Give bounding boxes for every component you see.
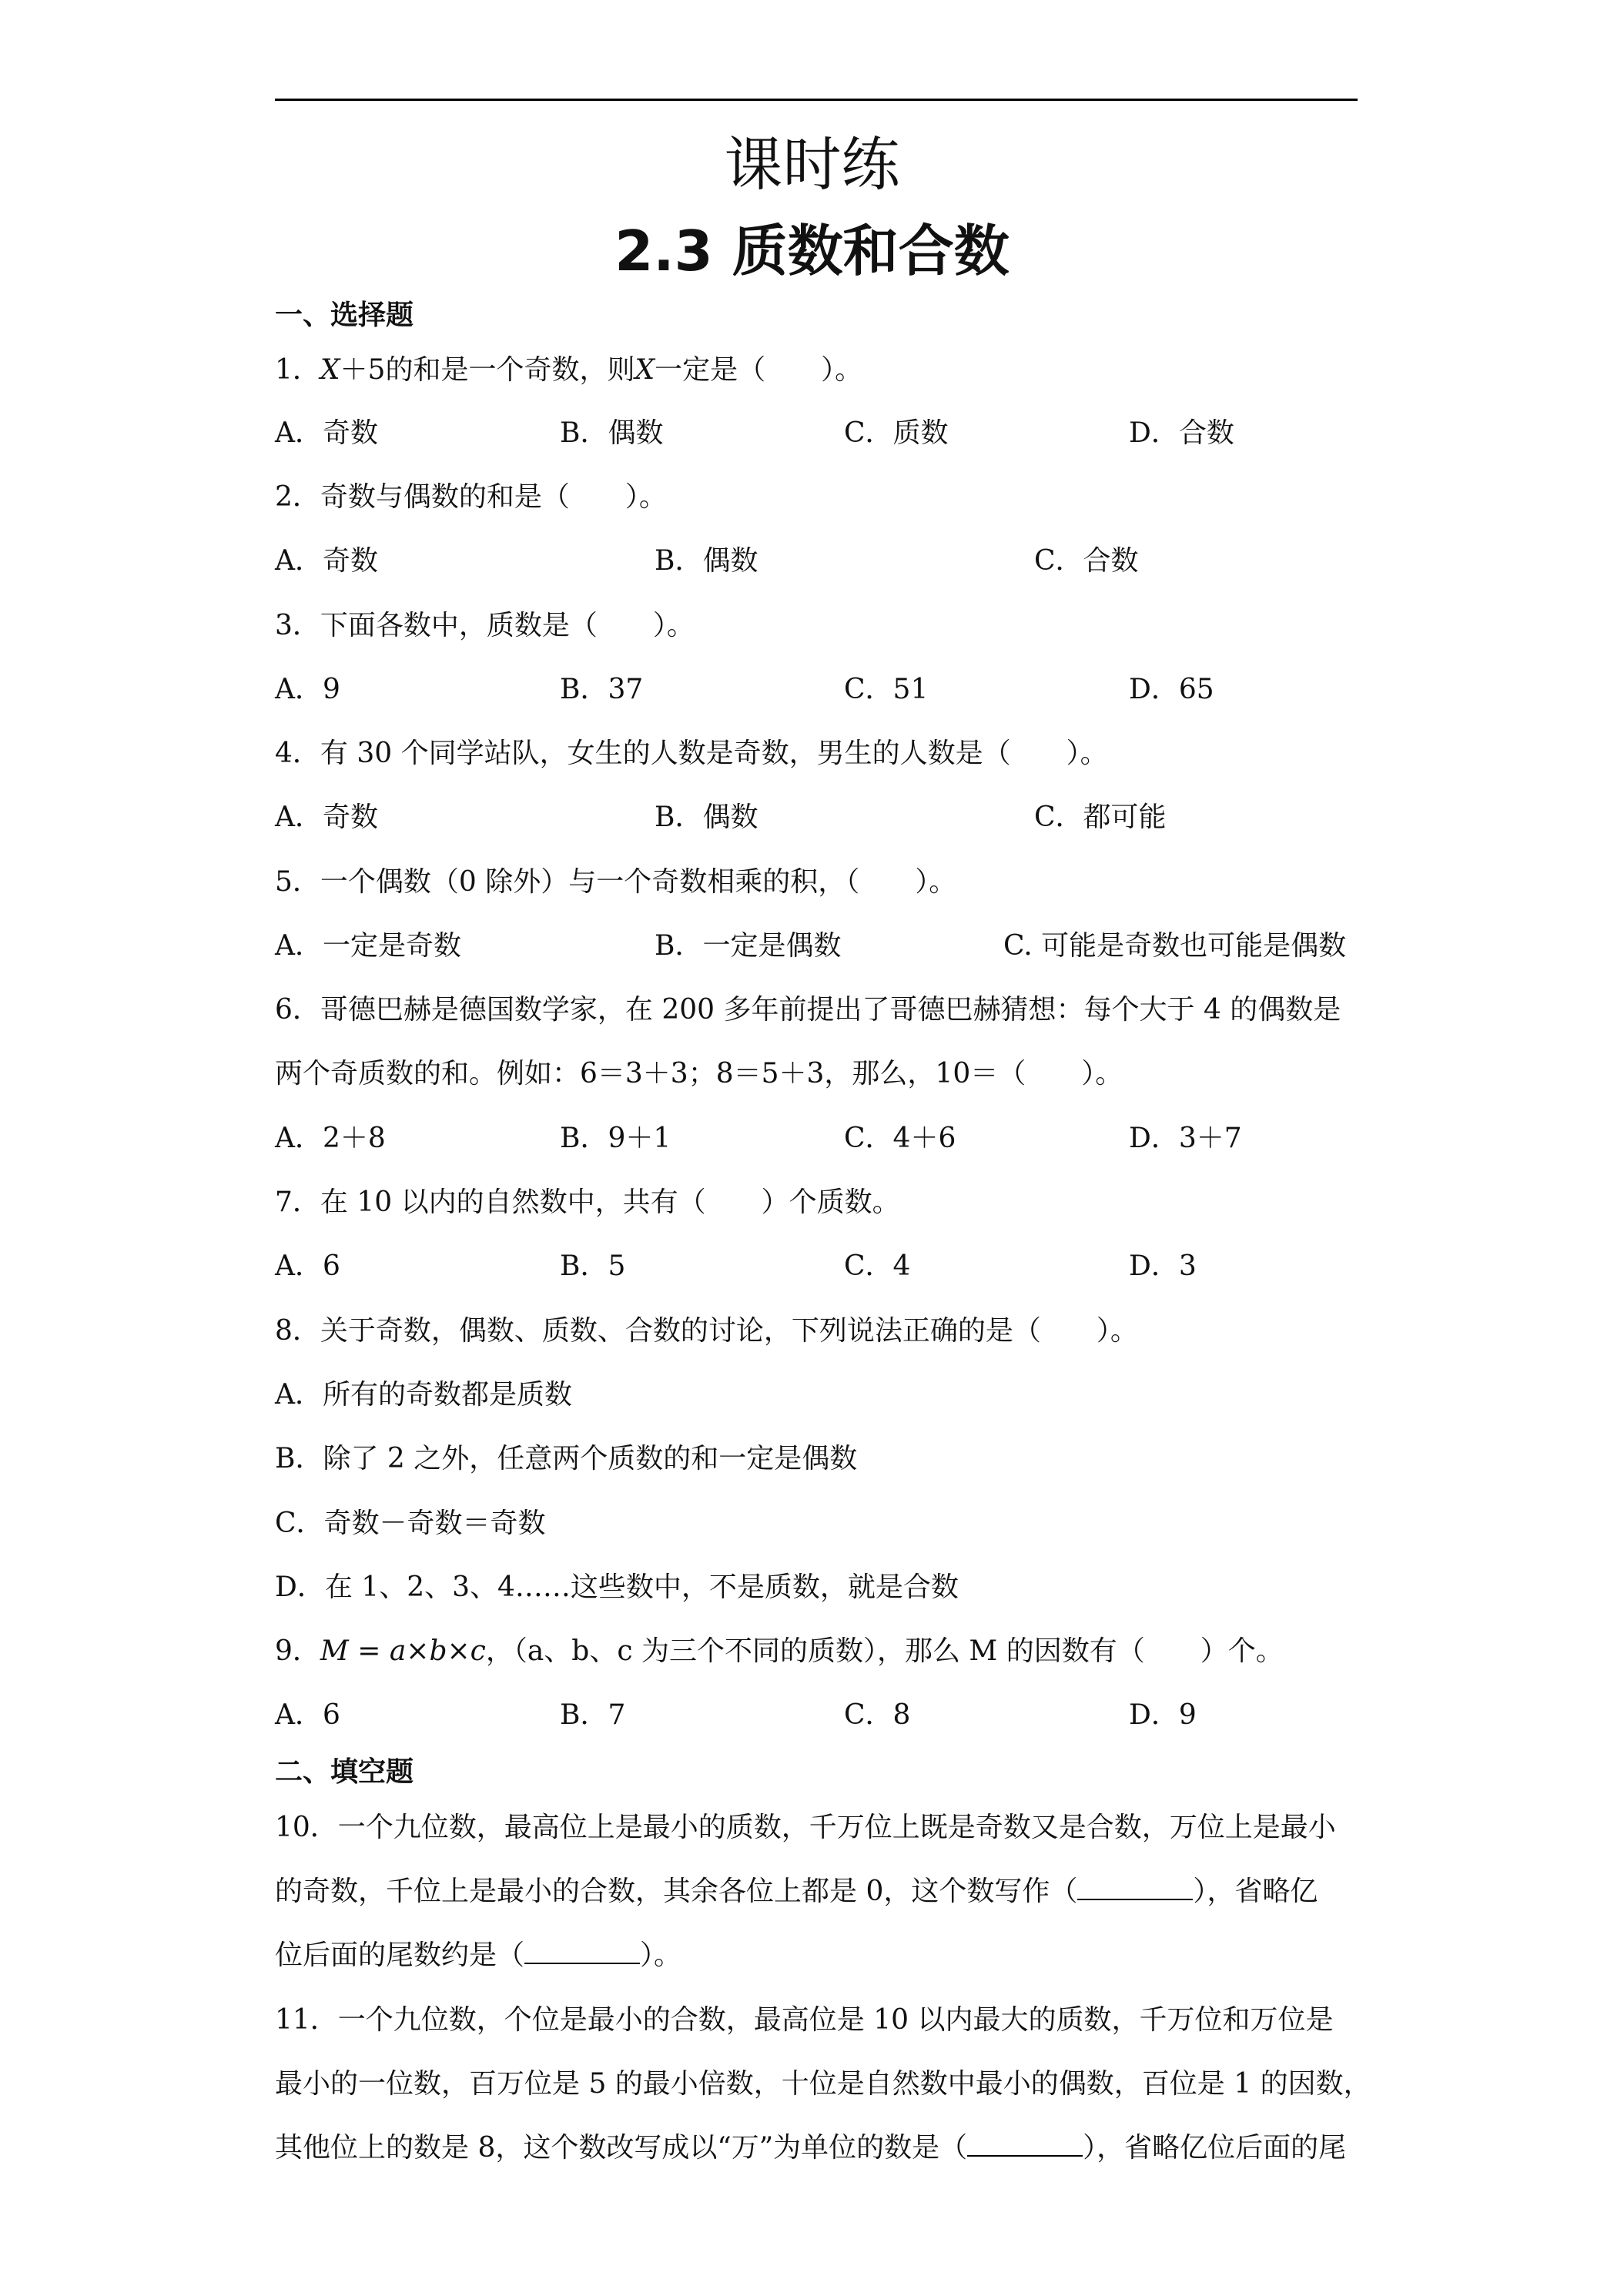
q1-option-d: D．合数 xyxy=(1129,417,1234,449)
q8-option-a: A．所有的奇数都是质数 xyxy=(275,1379,572,1411)
q9-option-a: A．6 xyxy=(275,1699,340,1731)
question-11-line-1: 11．一个九位数，个位是最小的合数，最高位是 10 以内最大的质数，千万位和万位是 xyxy=(275,2004,1334,2036)
q3-option-a: A．9 xyxy=(275,674,340,705)
question-3: 3．下面各数中，质数是（ ）。 xyxy=(275,610,695,641)
question-10-line-3: 位后面的尾数约是（ ）。 xyxy=(275,1940,682,1971)
q1-option-b: B．偶数 xyxy=(560,417,664,449)
q8-option-c: C．奇数－奇数＝奇数 xyxy=(275,1508,546,1539)
question-8: 8．关于奇数，偶数、质数、合数的讨论，下列说法正确的是（ ）。 xyxy=(275,1315,1138,1347)
q5-option-a: A．一定是奇数 xyxy=(275,930,461,962)
q3-option-c: C．51 xyxy=(844,674,929,705)
q8-option-d: D．在 1、2、3、4……这些数中，不是质数，就是合数 xyxy=(275,1571,959,1603)
question-6-line-2: 两个奇质数的和。例如：6＝3＋3；8＝5＋3，那么，10＝（ ）。 xyxy=(275,1058,1123,1089)
section-heading-choice: 一、选择题 xyxy=(275,300,414,331)
question-11-line-2: 最小的一位数，百万位是 5 的最小倍数，十位是自然数中最小的偶数，百位是 1 的因数， xyxy=(275,2068,1371,2100)
q7-option-b: B．5 xyxy=(560,1250,626,1282)
question-4: 4．有 30 个同学站队，女生的人数是奇数，男生的人数是（ ）。 xyxy=(275,738,1108,769)
answer-blank[interactable] xyxy=(1077,1876,1193,1900)
q2-option-b: B．偶数 xyxy=(655,545,758,577)
question-2: 2．奇数与偶数的和是（ ）。 xyxy=(275,481,667,513)
q2-option-c: C．合数 xyxy=(1034,545,1139,577)
q7-option-d: D．3 xyxy=(1129,1250,1197,1282)
q4-option-a: A．奇数 xyxy=(275,802,378,833)
question-7: 7．在 10 以内的自然数中，共有（ ）个质数。 xyxy=(275,1186,900,1218)
q6-option-d: D．3＋7 xyxy=(1129,1123,1242,1154)
answer-blank[interactable] xyxy=(524,1940,640,1964)
q2-option-a: A．奇数 xyxy=(275,545,378,577)
q8-option-b: B．除了 2 之外，任意两个质数的和一定是偶数 xyxy=(275,1443,858,1474)
q9-option-b: B．7 xyxy=(560,1699,626,1731)
q4-option-b: B．偶数 xyxy=(655,802,758,833)
q1-option-a: A．奇数 xyxy=(275,417,378,449)
q9-option-d: D．9 xyxy=(1129,1699,1197,1731)
question-10-line-2: 的奇数，千位上是最小的合数，其余各位上都是 0，这个数写作（ ），省略亿 xyxy=(275,1876,1318,1907)
q5-option-b: B．一定是偶数 xyxy=(655,930,842,962)
q7-option-a: A．6 xyxy=(275,1250,340,1282)
q9-option-c: C．8 xyxy=(844,1699,911,1731)
question-9: 9．M = a×b×c，（a、b、c 为三个不同的质数），那么 M 的因数有（ ）个。 xyxy=(275,1635,1284,1667)
q5-option-c: C. 可能是奇数也可能是偶数 xyxy=(1003,930,1347,962)
page-subtitle: 2.3 质数和合数 xyxy=(614,219,1010,283)
answer-blank[interactable] xyxy=(967,2132,1083,2157)
question-11-line-3: 其他位上的数是 8，这个数改写成以“万”为单位的数是（ ），省略亿位后面的尾 xyxy=(275,2132,1347,2164)
q1-option-c: C．质数 xyxy=(844,417,949,449)
question-10-line-1: 10．一个九位数，最高位上是最小的质数，千万位上既是奇数又是合数，万位上是最小 xyxy=(275,1812,1336,1843)
question-6-line-1: 6．哥德巴赫是德国数学家，在 200 多年前提出了哥德巴赫猜想：每个大于 4 的偶数是 xyxy=(275,994,1341,1026)
question-1: 1．X＋5的和是一个奇数，则X一定是（ ）。 xyxy=(275,354,863,386)
q6-option-a: A．2＋8 xyxy=(275,1123,386,1154)
q6-option-b: B．9＋1 xyxy=(560,1123,671,1154)
page-title: 课时练 xyxy=(724,130,900,199)
q3-option-b: B．37 xyxy=(560,674,644,705)
q3-option-d: D．65 xyxy=(1129,674,1214,705)
section-heading-fill: 二、填空题 xyxy=(275,1756,414,1788)
question-5: 5．一个偶数（0 除外）与一个奇数相乘的积，（ ）。 xyxy=(275,866,957,898)
q4-option-c: C．都可能 xyxy=(1034,802,1167,833)
q7-option-c: C．4 xyxy=(844,1250,911,1282)
header-rule xyxy=(275,99,1358,101)
q6-option-c: C．4＋6 xyxy=(844,1123,956,1154)
